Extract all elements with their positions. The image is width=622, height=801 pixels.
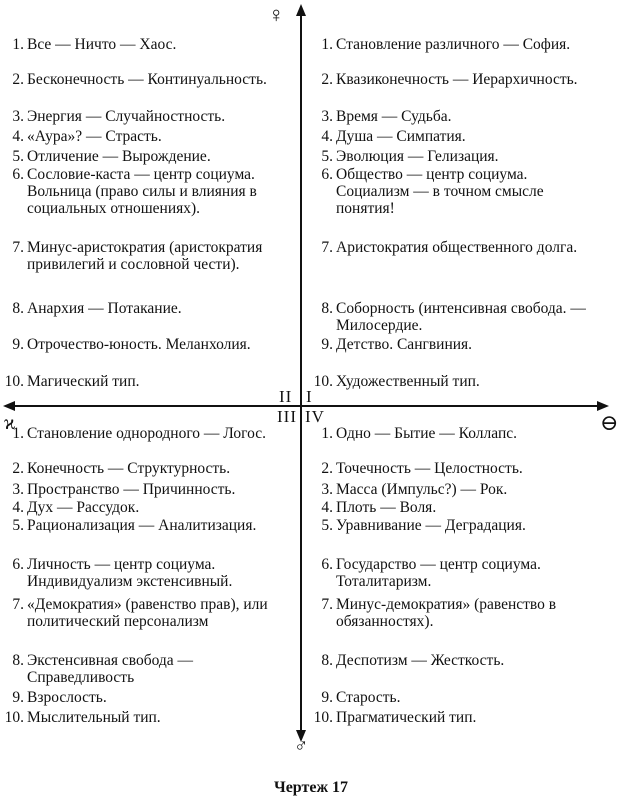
q3-item — [2, 596, 274, 630]
item-text: Прагматический тип. — [336, 709, 477, 726]
item-text: Взрослость. — [27, 689, 107, 706]
q2-item — [2, 336, 274, 353]
item-number: 9. — [12, 336, 24, 353]
q3-item — [2, 556, 274, 590]
item-text: Сословие-каста — центр социума. Вольница (право силы и влияния в социальных отношениях). — [27, 166, 257, 217]
item-number: 2. — [321, 460, 333, 477]
q3-item — [2, 689, 274, 706]
item-number: 5. — [321, 517, 333, 534]
item-number: 4. — [321, 499, 333, 516]
item-text: Деспотизм — Жесткость. — [336, 652, 505, 669]
q1-item — [311, 36, 603, 53]
item-text: Одно — Бытие — Коллапс. — [336, 425, 517, 442]
q4-item — [311, 689, 603, 706]
item-text: Становление однородного — Логос. — [27, 425, 267, 442]
item-number: 3. — [321, 108, 333, 125]
q4-item — [311, 652, 603, 669]
q2-item — [2, 373, 274, 390]
q4-item — [311, 596, 603, 630]
item-text: Детство. Сангвиния. — [336, 336, 473, 353]
roman-ii: II — [279, 387, 293, 406]
item-text: Личность — центр социума. Индивидуализм экстенсивный. — [27, 556, 233, 590]
venus-symbol: ♀ — [268, 2, 285, 27]
kappa-symbol: ϰ — [4, 412, 16, 434]
item-text: Квазиконечность — Иерархичность. — [336, 71, 578, 88]
item-text: Уравнивание — Деградация. — [336, 517, 526, 534]
item-text: Пространство — Причинность. — [27, 481, 236, 498]
item-number: 1. — [12, 425, 24, 442]
q3-item — [2, 481, 274, 498]
item-number: 4. — [12, 128, 24, 145]
q1-item — [311, 239, 603, 256]
q3-item — [2, 652, 274, 686]
item-number: 3. — [12, 481, 24, 498]
item-number: 10. — [313, 709, 333, 726]
item-text: Художественный тип. — [336, 373, 480, 390]
item-text: Общество — центр социума. Социализм — в точном смысле понятия! — [336, 166, 544, 217]
q3-item — [2, 499, 274, 516]
q4-item — [311, 556, 603, 590]
q3-item — [2, 517, 274, 534]
item-text: Эволюция — Гелизация. — [336, 148, 499, 165]
q1-item — [311, 300, 603, 334]
item-text: Отрочество-юность. Меланхолия. — [27, 336, 251, 353]
item-number: 3. — [12, 108, 24, 125]
item-number: 5. — [321, 148, 333, 165]
item-text: Все — Ничто — Хаос. — [27, 36, 177, 53]
item-number: 10. — [313, 373, 333, 390]
q1-item — [311, 336, 603, 353]
q1-item — [311, 71, 603, 88]
item-number: 7. — [12, 596, 24, 613]
q2-item — [2, 36, 274, 53]
item-text: Бесконечность — Континуальность. — [27, 71, 267, 88]
item-number: 4. — [321, 128, 333, 145]
item-number: 8. — [12, 652, 24, 669]
item-number: 6. — [321, 556, 333, 573]
q4-item — [311, 517, 603, 534]
q1-item — [311, 108, 603, 125]
item-text: Становление различного — София. — [336, 36, 571, 53]
item-text: Время — Судьба. — [336, 108, 452, 125]
item-text: Минус-аристократия (аристократия привилегий и сословной чести). — [27, 239, 263, 273]
item-number: 8. — [12, 300, 24, 317]
circled-minus-symbol: ⊖ — [600, 410, 619, 435]
item-number: 10. — [4, 373, 24, 390]
item-number: 6. — [321, 166, 333, 183]
item-text: Отличение — Вырождение. — [27, 148, 211, 165]
q3-item — [2, 709, 274, 726]
item-text: Государство — центр социума. Тоталитаризм. — [336, 556, 541, 590]
item-number: 9. — [321, 689, 333, 706]
mars-symbol: ♂ — [294, 736, 309, 757]
item-text: «Демократия» (равенство прав), или политический персонализм — [27, 596, 268, 630]
item-number: 9. — [12, 689, 24, 706]
q2-item — [2, 71, 274, 88]
item-number: 4. — [12, 499, 24, 516]
q2-item — [2, 166, 274, 217]
item-text: Дух — Рассудок. — [27, 499, 140, 516]
item-number: 6. — [12, 166, 24, 183]
item-text: Мыслительный тип. — [27, 709, 161, 726]
item-number: 5. — [12, 517, 24, 534]
q4-item — [311, 425, 603, 442]
q3-item — [2, 460, 274, 477]
item-number: 1. — [12, 36, 24, 53]
q2-item — [2, 300, 274, 317]
roman-iv: IV — [305, 407, 325, 426]
q1-item — [311, 373, 603, 390]
q4-item — [311, 481, 603, 498]
item-text: Энергия — Случайностность. — [27, 108, 226, 125]
q4-item — [311, 499, 603, 516]
q2-item — [2, 239, 274, 273]
horizontal-axis-arrow-left — [3, 401, 15, 411]
item-number: 1. — [321, 425, 333, 442]
item-number: 1. — [321, 36, 333, 53]
item-text: Точечность — Целостность. — [336, 460, 523, 477]
item-text: Плоть — Воля. — [336, 499, 437, 516]
item-text: Минус-демократия» (равенство в обязанностях). — [336, 596, 557, 630]
item-number: 7. — [321, 239, 333, 256]
item-text: Аристократия общественного долга. — [336, 239, 578, 256]
q1-item — [311, 166, 603, 217]
item-number: 3. — [321, 481, 333, 498]
vertical-axis-arrow-top — [296, 4, 306, 16]
q1-item — [311, 128, 603, 145]
item-text: Соборность (интенсивная свобода. — Милосердие. — [336, 300, 586, 334]
item-text: Рационализация — Аналитизация. — [27, 517, 257, 534]
roman-iii: III — [277, 407, 297, 426]
item-number: 8. — [321, 300, 333, 317]
q4-item — [311, 709, 603, 726]
item-number: 7. — [321, 596, 333, 613]
item-number: 7. — [12, 239, 24, 256]
item-text: Масса (Импульс?) — Рок. — [336, 481, 508, 498]
item-number: 6. — [12, 556, 24, 573]
item-number: 8. — [321, 652, 333, 669]
item-text: Душа — Симпатия. — [336, 128, 466, 145]
item-number: 2. — [12, 460, 24, 477]
item-number: 10. — [4, 709, 24, 726]
figure-caption: Чертеж 17 — [273, 779, 349, 796]
item-number: 2. — [321, 71, 333, 88]
item-number: 9. — [321, 336, 333, 353]
q2-item — [2, 108, 274, 125]
item-number: 5. — [12, 148, 24, 165]
roman-i: I — [306, 387, 313, 406]
item-text: «Аура»? — Страсть. — [27, 128, 162, 145]
item-text: Старость. — [336, 689, 401, 706]
q1-item — [311, 148, 603, 165]
item-number: 2. — [12, 71, 24, 88]
item-text: Анархия — Потакание. — [27, 300, 182, 317]
q2-item — [2, 148, 274, 165]
item-text: Конечность — Структурность. — [27, 460, 231, 477]
q3-item — [2, 425, 274, 442]
q4-item — [311, 460, 603, 477]
item-text: Экстенсивная свобода — Справедливость — [27, 652, 194, 686]
q2-item — [2, 128, 274, 145]
item-text: Магический тип. — [27, 373, 140, 390]
